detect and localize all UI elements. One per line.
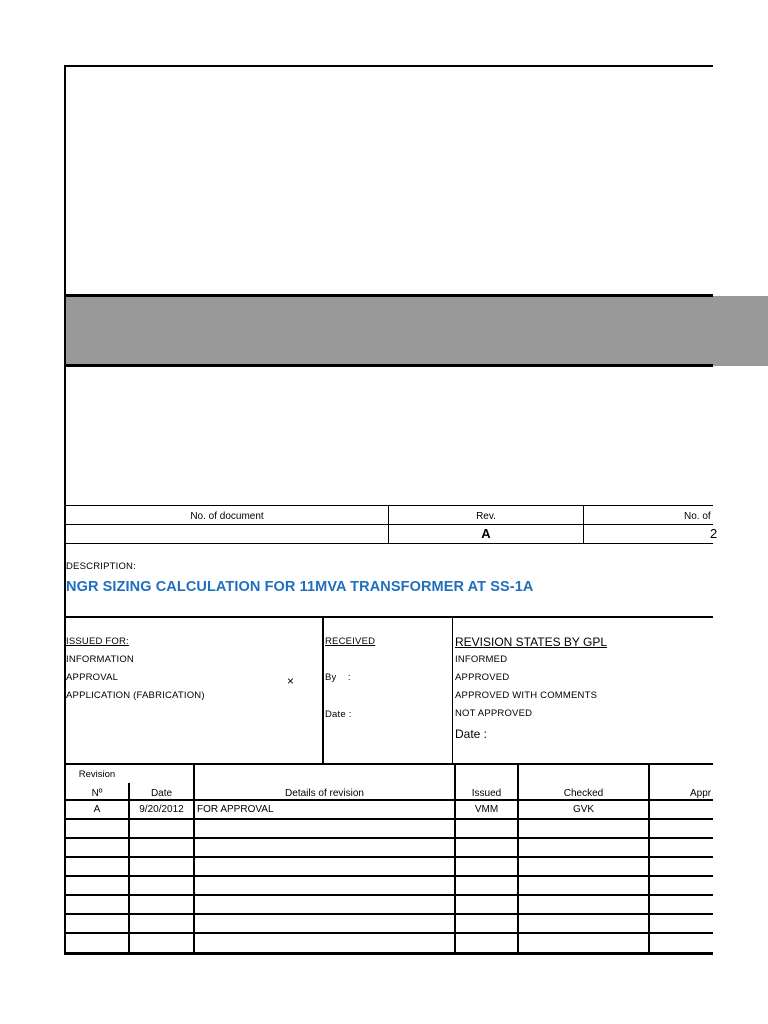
rev-header: Rev.: [476, 511, 496, 522]
revision-row-1-checked: GVK: [572, 804, 595, 815]
frame-left-border: [64, 65, 66, 955]
received-by: By :: [325, 672, 351, 683]
state-informed: INFORMED: [455, 654, 508, 665]
revision-number-header: Nº: [91, 788, 103, 799]
received-date: Date :: [325, 709, 352, 720]
issue-block-divider-1: [322, 617, 324, 764]
revision-approved-header: Appr: [690, 788, 712, 799]
band-bottom-rule: [64, 364, 713, 367]
revision-header-top: Revision: [78, 769, 116, 780]
issued-for-application: APPLICATION (FABRICATION): [66, 690, 205, 701]
sheets-header: No. of: [684, 511, 711, 522]
revision-row-1-date: 9/20/2012: [139, 804, 184, 815]
revision-states-heading: REVISION STATES BY GPL: [455, 635, 608, 649]
approval-check-mark: ×: [287, 674, 295, 688]
received-heading: RECEIVED: [325, 636, 376, 647]
doc-number-header: No. of document: [190, 511, 264, 522]
state-approved: APPROVED: [455, 672, 510, 683]
title-band-extension: [713, 296, 768, 366]
revision-states-date: Date :: [455, 727, 488, 741]
issue-block-top: [64, 616, 713, 618]
rev-value: A: [481, 526, 491, 541]
revision-date-header: Date: [150, 788, 173, 799]
revision-checked-header: Checked: [563, 788, 604, 799]
state-not-approved: NOT APPROVED: [455, 708, 533, 719]
state-approved-with-comments: APPROVED WITH COMMENTS: [455, 690, 598, 701]
issued-for-approval: APPROVAL: [66, 672, 119, 683]
description-label: DESCRIPTION:: [66, 561, 136, 572]
title-band: [66, 297, 713, 365]
sheets-value: 2: [710, 526, 718, 541]
revision-details-header: Details of revision: [285, 788, 364, 799]
issued-for-heading: ISSUED FOR:: [66, 636, 129, 647]
document-title: NGR SIZING CALCULATION FOR 11MVA TRANSFORMER AT SS-1A: [66, 579, 534, 595]
revision-row-1-issued: VMM: [474, 804, 499, 815]
revision-row-1-number: A: [93, 804, 101, 815]
issued-for-information: INFORMATION: [66, 654, 134, 665]
frame-top-border: [64, 65, 713, 67]
issue-block-divider-2: [452, 617, 453, 764]
revision-row-1-details: FOR APPROVAL: [197, 804, 274, 815]
revision-issued-header: Issued: [471, 788, 502, 799]
